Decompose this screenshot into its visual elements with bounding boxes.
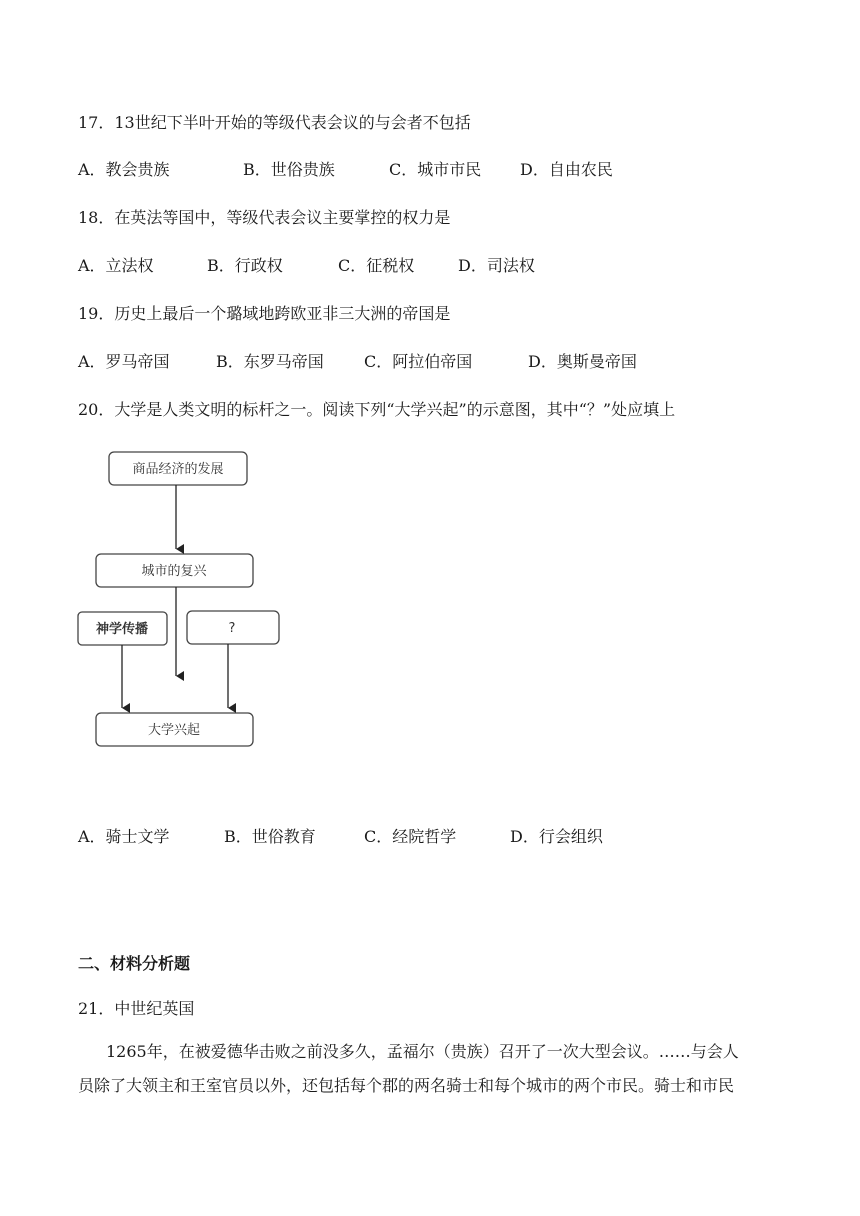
question-20-stem: 20．大学是人类文明的标杆之一。阅读下列“大学兴起”的示意图，其中“？”处应填上	[78, 400, 676, 419]
box-theology	[78, 612, 167, 645]
q18-option-a: A．立法权	[78, 256, 154, 275]
paragraph-line-2: 员除了大领主和王室官员以外，还包括每个郡的两名骑士和每个城市的两个市民。骑士和市民	[78, 1076, 735, 1095]
q20-option-a: A．骑士文学	[78, 827, 170, 846]
question-21-title: 21．中世纪英国	[78, 999, 195, 1018]
box-unknown	[187, 611, 279, 644]
q17-option-b: B．世俗贵族	[243, 160, 335, 179]
q20-option-b: B．世俗教育	[224, 827, 316, 846]
question-18-stem: 18．在英法等国中，等级代表会议主要掌控的权力是	[78, 208, 451, 227]
q17-option-a: A．教会贵族	[78, 160, 170, 179]
q19-option-a: A．罗马帝国	[78, 352, 170, 371]
section-heading: 二、材料分析题	[78, 954, 191, 973]
box-unknown-label: ?	[228, 621, 236, 636]
question-19-stem: 19．历史上最后一个璐域地跨欧亚非三大洲的帝国是	[78, 304, 451, 323]
question-17-stem: 17．13世纪下半叶开始的等级代表会议的与会者不包括	[78, 113, 471, 132]
q17-option-d: D．自由农民	[520, 160, 613, 179]
box-theology-label: 神学传播	[95, 622, 149, 637]
q18-option-c: C．征税权	[338, 256, 415, 275]
box-city	[96, 554, 253, 587]
box-economy-label: 商品经济的发展	[132, 462, 224, 477]
q17-option-c: C．城市市民	[389, 160, 482, 179]
q18-option-d: D．司法权	[458, 256, 535, 275]
q20-option-c: C．经院哲学	[364, 827, 457, 846]
q19-option-d: D．奥斯曼帝国	[528, 352, 637, 371]
q19-option-c: C．阿拉伯帝国	[364, 352, 473, 371]
q18-option-b: B．行政权	[207, 256, 283, 275]
box-university-label: 大学兴起	[147, 723, 201, 738]
box-university	[96, 713, 253, 746]
q20-option-d: D．行会组织	[510, 827, 603, 846]
paragraph-line-1: 1265年，在被爱德华击败之前没多久，孟福尔（贵族）召开了一次大型会议。……与会人	[106, 1042, 739, 1061]
box-city-label: 城市的复兴	[141, 564, 207, 579]
box-economy	[109, 452, 247, 485]
q19-option-b: B．东罗马帝国	[216, 352, 324, 371]
